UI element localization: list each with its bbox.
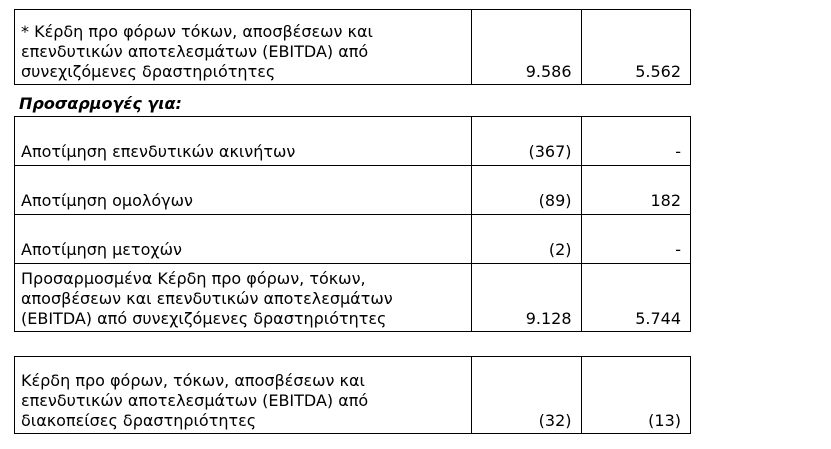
ebitda-discontinued-table <box>14 356 691 434</box>
adjustments-heading: Προσαρμογές για: <box>19 94 182 113</box>
table-row <box>15 10 691 85</box>
value-current-year: (2) <box>472 215 582 264</box>
row-label: Αποτίμηση ομολόγων <box>15 166 472 215</box>
row-label: Αποτίμηση επενδυτικών ακινήτων <box>15 117 472 166</box>
table-row <box>15 357 691 434</box>
value-prior-year: 5.744 <box>581 264 691 332</box>
table-row <box>15 166 691 215</box>
adjustments-table <box>14 116 691 332</box>
value-current-year: (32) <box>472 357 582 434</box>
table-row <box>15 215 691 264</box>
value-prior-year: - <box>581 215 691 264</box>
value-current-year: (89) <box>472 166 582 215</box>
value-current-year: (367) <box>472 117 582 166</box>
value-prior-year: - <box>581 117 691 166</box>
row-label: Προσαρμοσμένα Κέρδη προ φόρων, τόκων, αποσβέσεων και επενδυτικών αποτελεσμάτων (EBITDA) από συνεχιζόμενες δραστηριότητες <box>15 264 472 332</box>
value-current-year: 9.128 <box>472 264 582 332</box>
table-row <box>15 264 691 332</box>
value-current-year: 9.586 <box>472 10 582 85</box>
ebitda-continuing-table <box>14 9 691 85</box>
value-prior-year: 5.562 <box>581 10 691 85</box>
table-row <box>15 117 691 166</box>
row-label: * Κέρδη προ φόρων τόκων, αποσβέσεων και επενδυτικών αποτελεσμάτων (EBITDA) από συνεχιζόμενες δραστηριότητες <box>15 10 472 85</box>
value-prior-year: (13) <box>581 357 691 434</box>
value-prior-year: 182 <box>581 166 691 215</box>
row-label: Αποτίμηση μετοχών <box>15 215 472 264</box>
row-label: Κέρδη προ φόρων, τόκων, αποσβέσεων και επενδυτικών αποτελεσμάτων (EBITDA) από διακοπείσες δραστηριότητες <box>15 357 472 434</box>
